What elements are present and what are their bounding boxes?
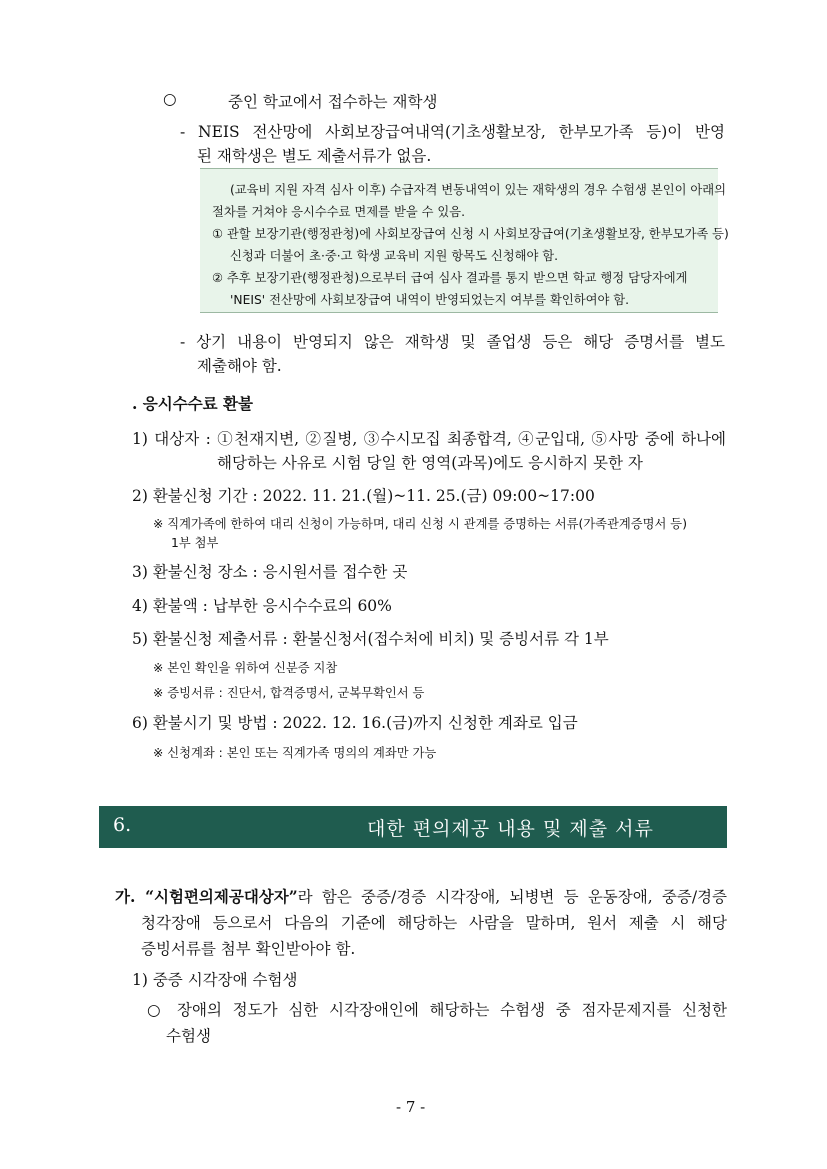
circle-bullet-icon: ○ [163, 90, 177, 108]
neis-item-line1: - NEIS 전산망에 사회보장급여내역(기초생활보장, 한부모가족 등)이 반영 [180, 123, 725, 141]
refund-item3: 3) 환불신청 장소 : 응시원서를 접수한 곳 [132, 563, 408, 581]
visual-item-heading: 1) 중증 시각장애 수험생 [132, 971, 298, 989]
ga-line2: 청각장애 등으로서 다음의 기준에 해당하는 사람을 말하며, 원서 제출 시 해당 [141, 914, 727, 932]
refund-note2-line1: ※ 직계가족에 한하여 대리 신청이 가능하며, 대리 신청 시 관계를 증명하는 서류(가족관계증명서 등) [153, 517, 687, 531]
refund-heading: . 응시수수료 환불 [132, 394, 254, 413]
ga-quoted-term: “시험편의제공대상자” [145, 887, 298, 906]
refund-note6: ※ 신청계좌 : 본인 또는 직계가족 명의의 계좌만 가능 [153, 746, 437, 760]
ga-prefix: 가. [115, 887, 146, 906]
refund-note5b: ※ 증빙서류 : 진단서, 합격증명서, 군복무확인서 등 [153, 686, 425, 700]
page-number: - 7 - [396, 1098, 426, 1116]
refund-item2: 2) 환불신청 기간 : 2022. 11. 21.(월)~11. 25.(금) 09:00~17:00 [132, 487, 595, 505]
note-box-line5: ② 추후 보장기관(행정관청)으로부터 급여 심사 결과를 통지 받으면 학교 행정 담당자에게 [212, 271, 688, 285]
unreflected-item-line1: - 상기 내용이 반영되지 않은 재학생 및 졸업생 등은 해당 증명서를 별도 [180, 333, 725, 351]
note-box-line1: (교육비 지원 자격 심사 이후) 수급자격 변동내역이 있는 재학생의 경우 수험생 본인이 아래의 [230, 183, 727, 197]
section-6-number: 6. [113, 814, 132, 836]
refund-item1-line1: 1) 대상자 : ①천재지변, ②질병, ③수시모집 최종합격, ④군입대, ⑤사망 중에 하나에 [132, 430, 726, 448]
refund-note5a: ※ 본인 확인을 위하여 신분증 지참 [153, 661, 338, 675]
note-box-line6: 'NEIS' 전산망에 사회보장급여 내역이 반영되었는지 여부를 확인하여야 함. [230, 293, 630, 307]
section-6-title: 대한 편의제공 내용 및 제출 서류 [367, 818, 654, 840]
section-6-banner [99, 806, 727, 848]
ga-line1-rest: 라 함은 중증/경증 시각장애, 뇌병변 등 운동장애, 중증/경증 [297, 888, 727, 906]
top-bullet-text: 중인 학교에서 접수하는 재학생 [228, 93, 438, 111]
refund-item4: 4) 환불액 : 납부한 응시수수료의 60% [132, 597, 392, 615]
ga-line1 [115, 885, 727, 907]
ga-line3: 증빙서류를 첨부 확인받아야 함. [141, 940, 356, 958]
refund-item6: 6) 환불시기 및 방법 : 2022. 12. 16.(금)까지 신청한 계좌로 입금 [132, 714, 578, 732]
visual-bullet-line1: ○ 장애의 정도가 심한 시각장애인에 해당하는 수험생 중 점자문제지를 신청한 [147, 1001, 727, 1019]
neis-item-line2: 된 재학생은 별도 제출서류가 없음. [197, 147, 432, 165]
note-box [200, 168, 729, 313]
visual-bullet-line2: 수험생 [166, 1027, 211, 1045]
note-box-line2: 절차를 거쳐야 응시수수료 면제를 받을 수 있음. [212, 205, 466, 219]
refund-item1-line2: 해당하는 사유로 시험 당일 한 영역(과목)에도 응시하지 못한 자 [217, 454, 643, 472]
note-box-line3: ① 관할 보장기관(행정관청)에 사회보장급여 신청 시 사회보장급여(기초생활보장, 한부모가족 등) [212, 227, 729, 241]
refund-note2-line2: 1부 첨부 [171, 536, 219, 550]
unreflected-item-line2: 제출해야 함. [197, 357, 282, 375]
note-box-line4: 신청과 더불어 초·중·고 학생 교육비 지원 항목도 신청해야 함. [230, 249, 559, 263]
refund-item5: 5) 환불신청 제출서류 : 환불신청서(접수처에 비치) 및 증빙서류 각 1부 [132, 630, 609, 648]
